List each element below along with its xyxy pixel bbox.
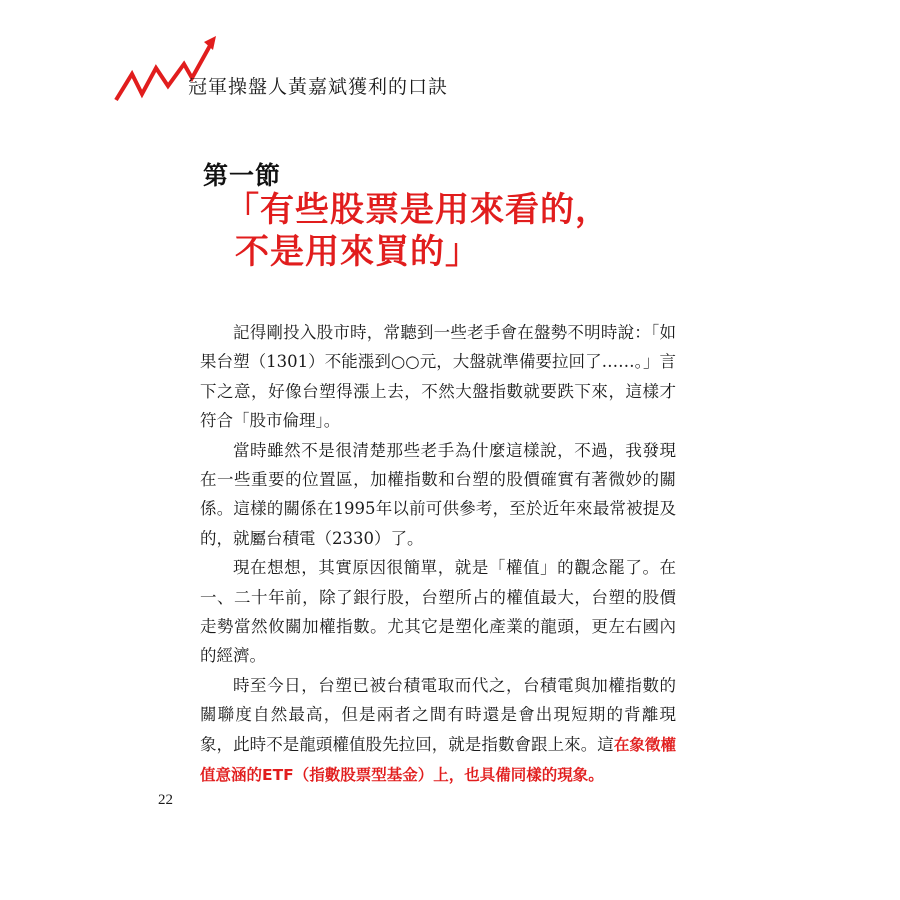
paragraph-4 bbox=[200, 671, 676, 791]
section-title-line-1: 「有些股票是用來看的， bbox=[225, 190, 610, 230]
section-label: 第一節 bbox=[203, 161, 282, 190]
body-text bbox=[200, 318, 676, 791]
section-title bbox=[225, 189, 610, 273]
running-head-title: 冠軍操盤人黃嘉斌獲利的口訣 bbox=[188, 76, 449, 98]
paragraph-1: 記得剛投入股市時，常聽到一些老手會在盤勢不明時說：「如果台塑（1301）不能漲到○○元，大盤就準備要拉回了……。」言下之意，好像台塑得漲上去，不然大盤指數就要跌下來，這樣才符合「股市倫理」。 bbox=[200, 323, 676, 431]
section-title-line-2: 不是用來買的」 bbox=[235, 232, 480, 272]
paragraph-2: 當時雖然不是很清楚那些老手為什麼這樣說，不過，我發現在一些重要的位置區，加權指數和台塑的股價確實有著微妙的關係。這樣的關係在1995年以前可供參考，至於近年來最常被提及的，就屬台積電（2330）了。 bbox=[200, 440, 676, 548]
paragraph-4-highlight: 在象徵權值意涵的ETF（指數股票型基金）上，也具備同樣的現象。 bbox=[200, 735, 676, 785]
paragraph-4-text: 時至今日，台塑已被台積電取而代之，台積電與加權指數的關聯度自然最高，但是兩者之間有時還是會出現短期的背離現象，此時不是龍頭權值股先拉回，就是指數會跟上來。這 bbox=[200, 675, 676, 754]
page-number: 22 bbox=[158, 792, 173, 808]
paragraph-3: 現在想想，其實原因很簡單，就是「權值」的觀念罷了。在一、二十年前，除了銀行股，台塑所占的權值最大，台塑的股價走勢當然攸關加權指數。尤其它是塑化產業的龍頭，更左右國內的經濟。 bbox=[200, 558, 676, 666]
